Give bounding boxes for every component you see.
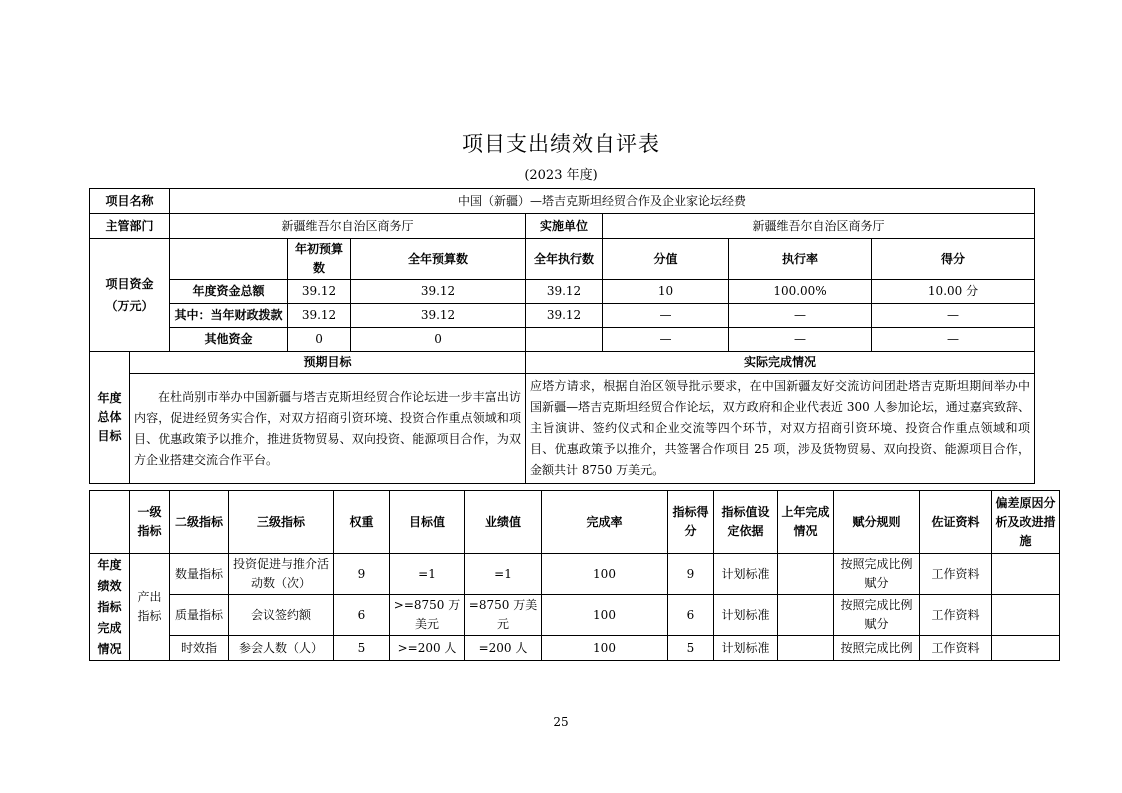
funds-cell xyxy=(526,328,603,352)
indicator-row xyxy=(90,636,1060,661)
page-number: 25 xyxy=(553,715,569,729)
funds-cell: 39.12 xyxy=(351,304,526,328)
funds-row xyxy=(90,328,1035,352)
weight-cell: 5 xyxy=(334,636,390,661)
weight-cell: 6 xyxy=(334,595,390,636)
basis-cell: 计划标准 xyxy=(714,636,778,661)
funds-row-label: 其中：当年财政拨款 xyxy=(170,304,288,328)
level2-indicator: 质量指标 xyxy=(170,595,229,636)
indicator-header: 三级指标 xyxy=(229,491,334,554)
last-year-cell xyxy=(778,595,834,636)
indicator-header: 二级指标 xyxy=(170,491,229,554)
funds-corner-cell xyxy=(170,239,288,280)
last-year-cell xyxy=(778,554,834,595)
funds-header: 年初预算数 xyxy=(288,239,351,280)
impl-unit-value: 新疆维吾尔自治区商务厅 xyxy=(603,214,1035,239)
score-cell: 5 xyxy=(668,636,714,661)
funds-cell: 39.12 xyxy=(526,280,603,304)
evidence-cell: 工作资料 xyxy=(920,595,992,636)
indicator-header: 目标值 xyxy=(390,491,465,554)
project-name-label: 项目名称 xyxy=(90,189,170,214)
funds-cell: 0 xyxy=(288,328,351,352)
level2-indicator: 数量指标 xyxy=(170,554,229,595)
funds-cell: 10 xyxy=(603,280,729,304)
rule-cell: 按照完成比例赋分 xyxy=(834,595,920,636)
actual-cell: =1 xyxy=(465,554,542,595)
funds-cell: — xyxy=(603,304,729,328)
score-cell: 9 xyxy=(668,554,714,595)
actual-cell: =8750 万美元 xyxy=(465,595,542,636)
funds-cell: 39.12 xyxy=(288,304,351,328)
funds-header: 得分 xyxy=(872,239,1035,280)
dept-label: 主管部门 xyxy=(90,214,170,239)
deviation-cell xyxy=(992,554,1060,595)
actual-completion-header: 实际完成情况 xyxy=(526,352,1035,374)
level3-indicator: 投资促进与推介活动数（次） xyxy=(229,554,334,595)
weight-cell: 9 xyxy=(334,554,390,595)
target-cell: >=8750 万美元 xyxy=(390,595,465,636)
funds-cell: — xyxy=(872,328,1035,352)
expected-goal-text: 在杜尚别市举办中国新疆与塔吉克斯坦经贸合作论坛进一步丰富出访内容，促进经贸务实合作，对双方招商引资环境、投资合作重点领域和项目、优惠政策予以推介，推进货物贸易、双向投资、能源项目合作，为双方企业搭建交流合作平台。 xyxy=(130,374,526,484)
project-name-value: 中国（新疆）—塔吉克斯坦经贸合作及企业家论坛经费 xyxy=(170,189,1035,214)
expected-goal-header: 预期目标 xyxy=(130,352,526,374)
level1-indicator: 产出 指标 xyxy=(130,554,170,661)
funds-cell: 39.12 xyxy=(351,280,526,304)
indicator-row xyxy=(90,554,1060,595)
indicator-header: 偏差原因分析及改进措施 xyxy=(992,491,1060,554)
funds-cell: 100.00% xyxy=(729,280,872,304)
impl-unit-label: 实施单位 xyxy=(526,214,603,239)
dept-value: 新疆维吾尔自治区商务厅 xyxy=(170,214,526,239)
page-title: 项目支出绩效自评表 xyxy=(462,132,660,156)
rule-cell: 按照完成比例 xyxy=(834,636,920,661)
indicator-header: 佐证资料 xyxy=(920,491,992,554)
indicator-header: 指标值设定依据 xyxy=(714,491,778,554)
rule-cell: 按照完成比例赋分 xyxy=(834,554,920,595)
performance-indicator-table xyxy=(89,490,1060,661)
basis-cell: 计划标准 xyxy=(714,595,778,636)
indicator-header: 权重 xyxy=(334,491,390,554)
funds-header: 全年预算数 xyxy=(351,239,526,280)
level2-indicator: 时效指 xyxy=(170,636,229,661)
funds-header: 全年执行数 xyxy=(526,239,603,280)
deviation-cell xyxy=(992,595,1060,636)
rate-cell: 100 xyxy=(542,636,668,661)
indicator-corner-cell xyxy=(90,491,130,554)
funds-cell: 39.12 xyxy=(288,280,351,304)
basis-cell: 计划标准 xyxy=(714,554,778,595)
indicator-header: 业绩值 xyxy=(465,491,542,554)
funds-header: 执行率 xyxy=(729,239,872,280)
evidence-cell: 工作资料 xyxy=(920,554,992,595)
funds-label: 项目资金 （万元） xyxy=(90,239,170,352)
actual-cell: =200 人 xyxy=(465,636,542,661)
funds-row xyxy=(90,280,1035,304)
target-cell: =1 xyxy=(390,554,465,595)
funds-cell: 39.12 xyxy=(526,304,603,328)
funds-cell: — xyxy=(872,304,1035,328)
funds-cell: 0 xyxy=(351,328,526,352)
overall-goal-label: 年度 总体 目标 xyxy=(90,352,130,484)
funds-row-label: 年度资金总额 xyxy=(170,280,288,304)
last-year-cell xyxy=(778,636,834,661)
actual-completion-text: 应塔方请求，根据自治区领导批示要求，在中国新疆友好交流访问团赴塔吉克斯坦期间举办中国新疆—塔吉克斯坦经贸合作论坛，双方政府和企业代表近 300 人参加论坛，通过嘉宾致辞、主旨演讲、签约仪式和企业交流等四个环节，对双方招商引资环境、投资合作重点领域和项目、优惠政策予以推介，共签署合作项目 25 项，涉及货物贸易、双向投资、能源项目合作，金额共计 8750 万美元。 xyxy=(526,374,1035,484)
funds-row-label: 其他资金 xyxy=(170,328,288,352)
deviation-cell xyxy=(992,636,1060,661)
funds-cell: — xyxy=(603,328,729,352)
funds-cell: 10.00 分 xyxy=(872,280,1035,304)
funds-header: 分值 xyxy=(603,239,729,280)
indicator-header: 一级指标 xyxy=(130,491,170,554)
indicator-section-label: 年度 绩效 指标 完成 情况 xyxy=(90,554,130,661)
funds-cell: — xyxy=(729,304,872,328)
funds-cell: — xyxy=(729,328,872,352)
indicator-header: 上年完成情况 xyxy=(778,491,834,554)
indicator-row xyxy=(90,595,1060,636)
indicator-header: 指标得分 xyxy=(668,491,714,554)
rate-cell: 100 xyxy=(542,554,668,595)
evidence-cell: 工作资料 xyxy=(920,636,992,661)
indicator-header: 赋分规则 xyxy=(834,491,920,554)
rate-cell: 100 xyxy=(542,595,668,636)
funds-row xyxy=(90,304,1035,328)
project-info-table xyxy=(89,188,1035,484)
page-subtitle: (2023 年度) xyxy=(524,168,598,183)
level3-indicator: 参会人数（人） xyxy=(229,636,334,661)
score-cell: 6 xyxy=(668,595,714,636)
level3-indicator: 会议签约额 xyxy=(229,595,334,636)
indicator-header: 完成率 xyxy=(542,491,668,554)
target-cell: >=200 人 xyxy=(390,636,465,661)
